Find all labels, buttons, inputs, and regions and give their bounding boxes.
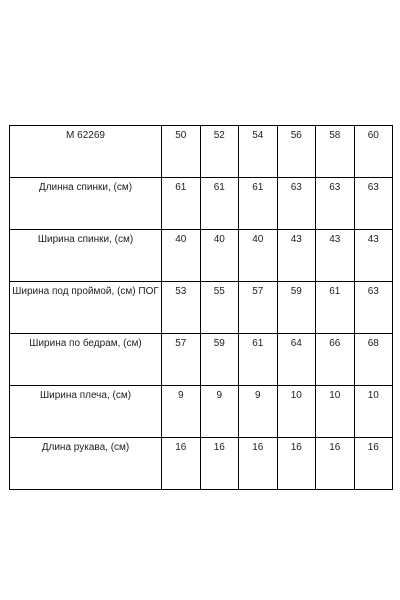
size-header-cell: 60: [354, 126, 393, 178]
value-cell: 16: [354, 438, 393, 490]
value-cell: 43: [316, 230, 355, 282]
table-row: [10, 334, 393, 386]
value-cell: 43: [277, 230, 316, 282]
value-cell: 16: [239, 438, 278, 490]
size-header-cell: 54: [239, 126, 278, 178]
table-row: [10, 282, 393, 334]
value-cell: 61: [316, 282, 355, 334]
value-cell: 43: [354, 230, 393, 282]
value-cell: 16: [200, 438, 239, 490]
row-label-cell: Ширина под проймой, (см) ПОГ: [10, 282, 162, 334]
value-cell: 9: [162, 386, 201, 438]
row-label-cell: Длинна спинки, (см): [10, 178, 162, 230]
value-cell: 9: [200, 386, 239, 438]
value-cell: 63: [354, 178, 393, 230]
model-code-cell: М 62269: [10, 126, 162, 178]
value-cell: 61: [239, 334, 278, 386]
value-cell: 10: [277, 386, 316, 438]
value-cell: 55: [200, 282, 239, 334]
value-cell: 57: [162, 334, 201, 386]
size-header-cell: 56: [277, 126, 316, 178]
value-cell: 63: [354, 282, 393, 334]
row-label-cell: Ширина спинки, (см): [10, 230, 162, 282]
size-header-cell: 52: [200, 126, 239, 178]
value-cell: 40: [162, 230, 201, 282]
value-cell: 64: [277, 334, 316, 386]
size-header-cell: 50: [162, 126, 201, 178]
table-row: [10, 386, 393, 438]
value-cell: 57: [239, 282, 278, 334]
value-cell: 61: [162, 178, 201, 230]
value-cell: 40: [200, 230, 239, 282]
value-cell: 68: [354, 334, 393, 386]
table-row: [10, 230, 393, 282]
value-cell: 9: [239, 386, 278, 438]
size-header-cell: 58: [316, 126, 355, 178]
value-cell: 61: [239, 178, 278, 230]
value-cell: 63: [277, 178, 316, 230]
table-row: [10, 178, 393, 230]
value-cell: 59: [200, 334, 239, 386]
table-header-row: [10, 126, 393, 178]
value-cell: 10: [354, 386, 393, 438]
row-label-cell: Ширина плеча, (см): [10, 386, 162, 438]
value-cell: 59: [277, 282, 316, 334]
value-cell: 16: [162, 438, 201, 490]
value-cell: 40: [239, 230, 278, 282]
value-cell: 16: [277, 438, 316, 490]
row-label-cell: Ширина по бедрам, (см): [10, 334, 162, 386]
value-cell: 10: [316, 386, 355, 438]
table-row: [10, 438, 393, 490]
value-cell: 63: [316, 178, 355, 230]
value-cell: 53: [162, 282, 201, 334]
row-label-cell: Длина рукава, (см): [10, 438, 162, 490]
value-cell: 66: [316, 334, 355, 386]
value-cell: 16: [316, 438, 355, 490]
value-cell: 61: [200, 178, 239, 230]
size-table: [9, 125, 393, 490]
